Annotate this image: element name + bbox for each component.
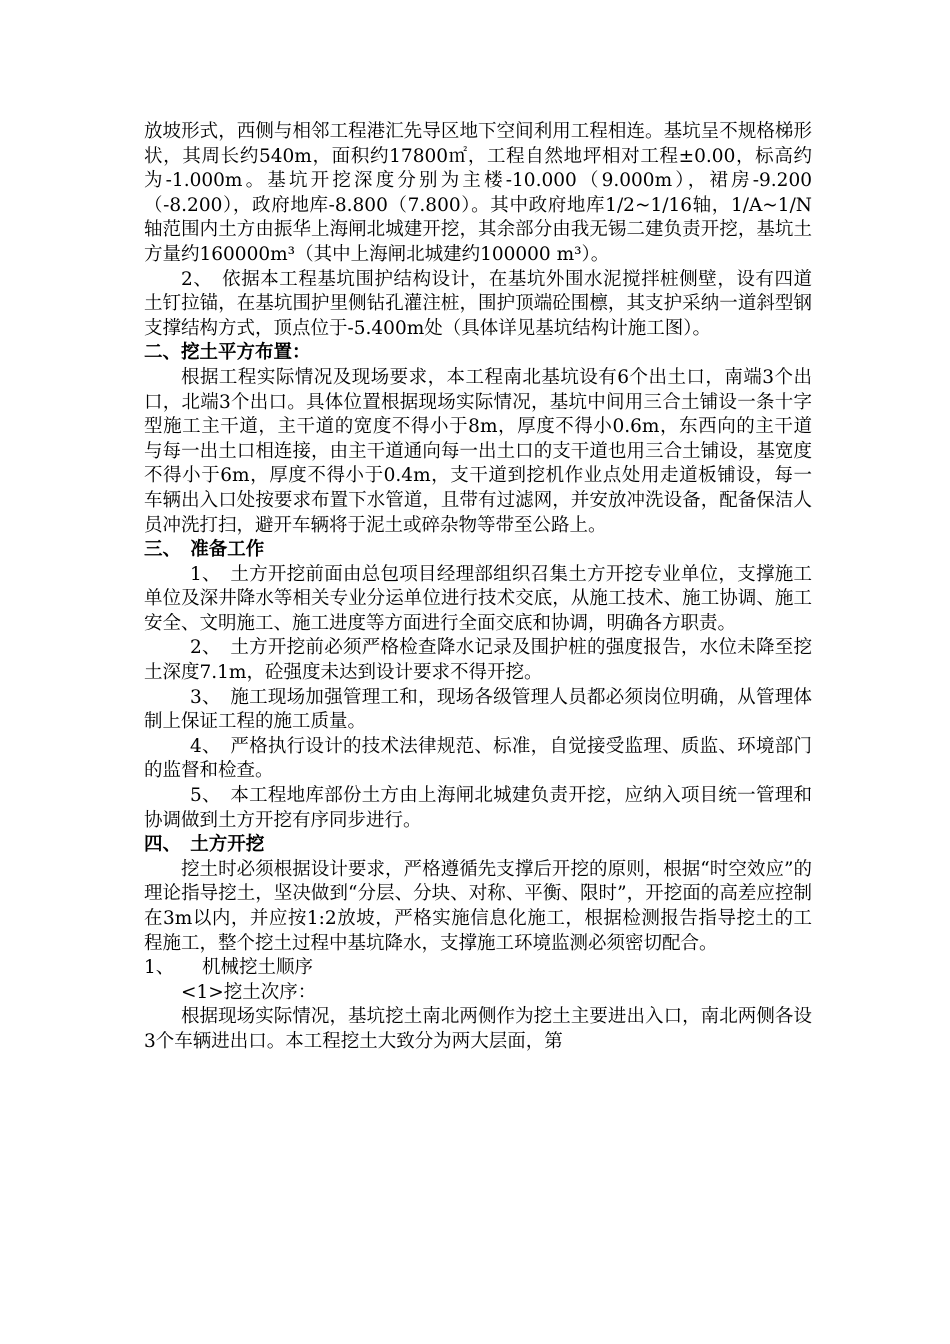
paragraph-excavation-principles: 挖土时必须根据设计要求，严格遵循先支撑后开挖的原则，根据“时空效应”的理论指导挖土，坚决做到“分层、分块、对称、平衡、限时”，开挖面的高差应控制在3m以内，并应按1:2放坡，严格实施信息化施工，根据检测报告指导挖土的工程施工，整个挖土过程中基坑降水，支撑施工环境监测必须密切配合。 <box>144 858 812 954</box>
paragraph-prep-5: 5、 本工程地库部份土方由上海闸北城建负责开挖，应纳入项目统一管理和协调做到土方开挖有序同步进行。 <box>144 785 812 831</box>
paragraph-prep-1: 1、 土方开挖前面由总包项目经理部组织召集土方开挖专业单位，支撑施工单位及深井降水等相关专业分运单位进行技术交底，从施工技术、施工协调、施工安全、文明施工、施工进度等方面进行全面交底和协调，明确各方职责。 <box>144 563 812 634</box>
paragraph-excavation-overview: 放坡形式，西侧与相邻工程港汇先导区地下空间利用工程相连。基坑呈不规格梯形状，其周长约540m，面积约17800㎡，工程自然地坪相对工程±0.00，标高约为-1.000m。基坑开挖深度分别为主楼-10.000（9.000m），裙房-9.200（-8.200），政府地库-8.800（7.800）。其中政府地库1/2~1/16轴，1/A~1/N轴范围内土方由振华上海闸北城建开挖，其余部分由我无锡二建负责开挖，基坑土方量约160000m³（其中上海闸北城建约100000 m³）。 <box>144 121 812 265</box>
section-heading-preparation: 三、 准备工作 <box>144 539 265 561</box>
paragraph-site-conditions: 根据现场实际情况，基坑挖土南北两侧作为挖土主要进出入口，南北两侧各设3个车辆进出口。本工程挖土大致分为两大层面，第 <box>144 1006 812 1052</box>
document-page <box>144 120 812 1055</box>
section-heading-layout: 二、挖土平方布置： <box>144 342 311 364</box>
paragraph-exit-layout: 根据工程实际情况及现场要求，本工程南北基坑设有6个出土口，南端3个出口，北端3个出口。具体位置根据现场实际情况，基坑中间用三合土铺设一条十字型施工主干道，主干道的宽度不得小于8m，厚度不得小0.6m，东西向的主干道与每一出土口相连接，由主干道通向每一出土口的支干道也用三合土铺设，基宽度不得小于6m，厚度不得小于0.4m，支干道到挖机作业点处用走道板铺设，每一车辆出入口处按要求布置下水管道，且带有过滤网，并安放冲洗设备，配备保洁人员冲洗打扫，避开车辆将于泥土或碎杂物等带至公路上。 <box>144 366 812 536</box>
subheading-machine-order: 1、 机械挖土顺序 <box>144 957 314 979</box>
paragraph-prep-2: 2、 土方开挖前必须严格检查降水记录及围护桩的强度报告，水位未降至挖土深度7.1m，砼强度未达到设计要求不得开挖。 <box>144 637 812 684</box>
paragraph-support-structure: 2、 依据本工程基坑围护结构设计，在基坑外围水泥搅拌桩侧壁，设有四道土钉拉锚，在基坑围护里侧钻孔灌注桩，围护顶端砼围檩，其支护采纳一道斜型钢支撑结构方式，顶点位于-5.400m处（具体详见基坑结构计施工图）。 <box>144 268 812 339</box>
paragraph-prep-4: 4、 严格执行设计的技术法律规范、标准，自觉接受监理、质监、环境部门的监督和检查。 <box>144 735 812 782</box>
subheading-excavation-sequence: <1>挖土次序： <box>181 981 317 1003</box>
paragraph-prep-3: 3、 施工现场加强管理工和，现场各级管理人员都必须岗位明确，从管理体制上保证工程的施工质量。 <box>144 686 812 733</box>
section-heading-excavation: 四、 土方开挖 <box>144 834 265 856</box>
